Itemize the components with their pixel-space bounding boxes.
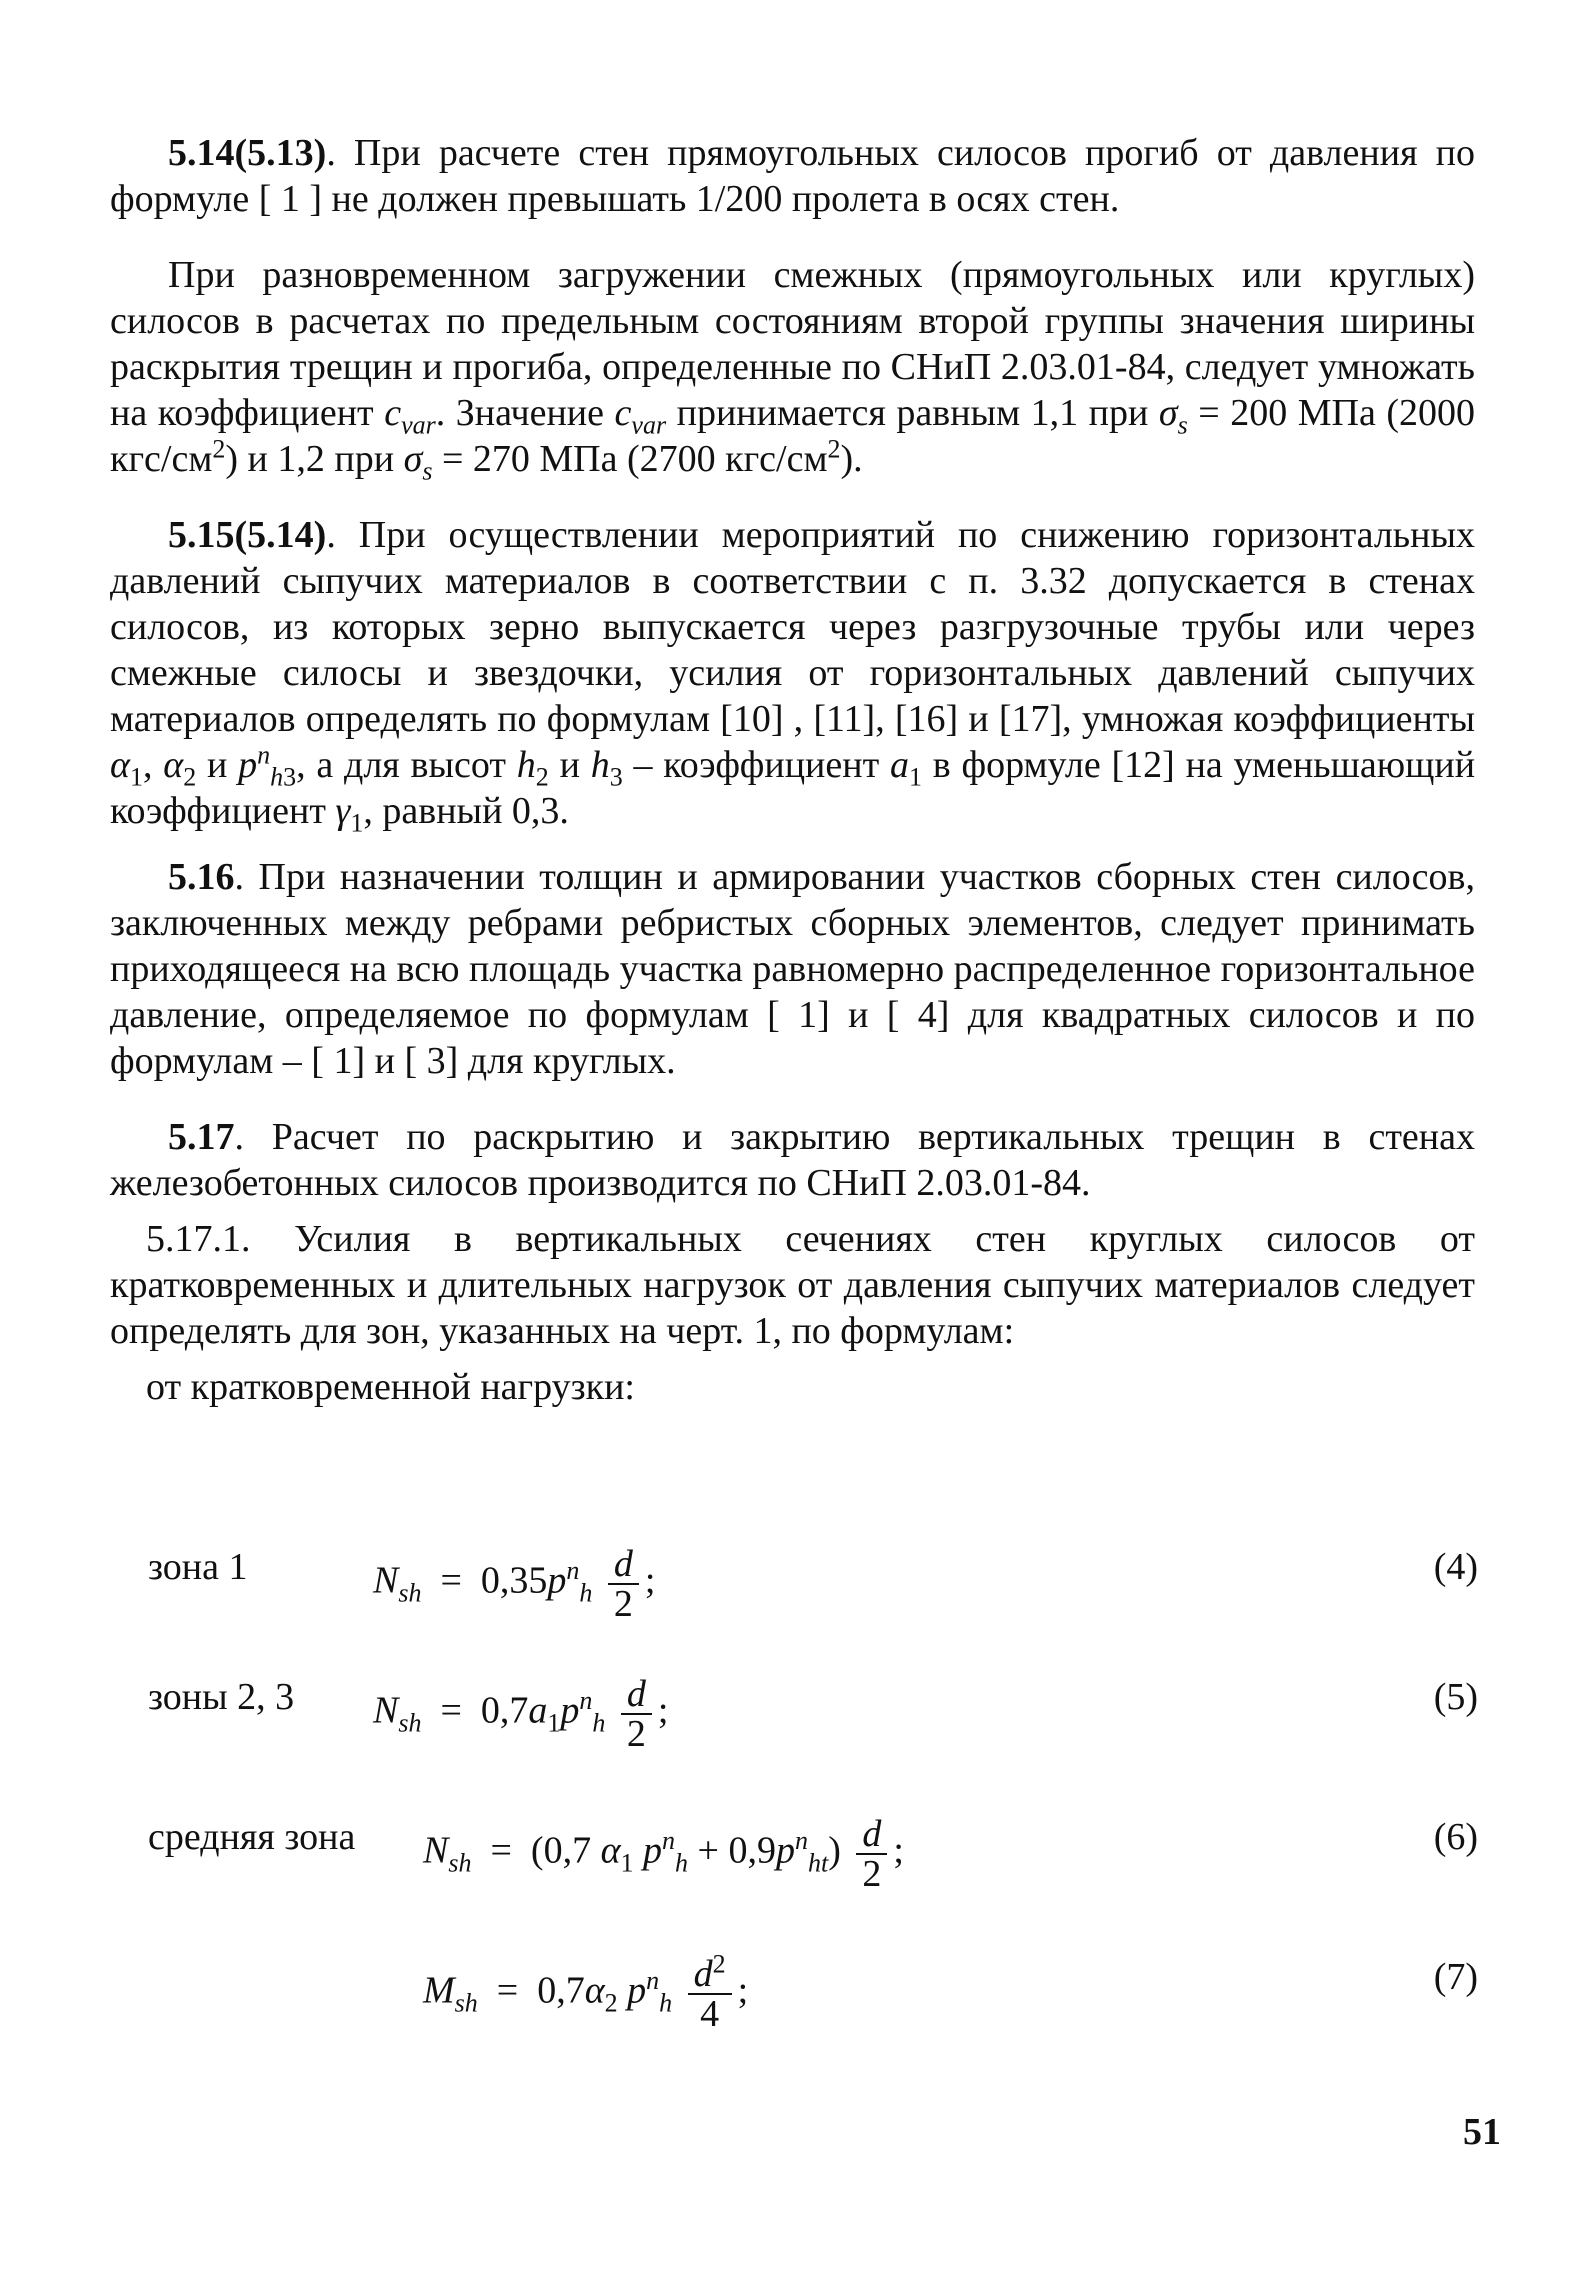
equation-5 — [148, 1665, 1478, 1755]
equation-label: средняя зона — [148, 1816, 356, 1858]
paragraph-5-14: 5.14(5.13). При расчете стен прямоугольных силосов прогиб от давления по формуле [ 1 ] не должен превышать 1/200 пролета в осях стен. — [110, 132, 1475, 220]
equation-label: зона 1 — [148, 1546, 248, 1588]
equation-number: (6) — [1433, 1816, 1478, 1858]
paragraph-5-17: 5.17. Расчет по раскрытию и закрытию вертикальных трещин в стенах железобетонных силосов производится по СНиП 2.03.01-84. — [110, 1116, 1475, 1204]
paragraph-5-16: 5.16. При назначении толщин и армировании участков сборных стен силосов, заключенных между ребрами ребристых сборных элементов, следует принимать приходящееся на всю площадь участка равномерно распределенное горизонтальное давление, определяемое по формулам [ 1] и [ 4] для квадратных силосов и по формулам – [ 1] и [ 3] для круглых. — [110, 856, 1475, 1082]
section-number: 5.16 — [168, 856, 235, 898]
formula: $N_{sh} = 0,35p^n_h$ $\frac{d}{2}$ ; — [373, 1543, 656, 1625]
document-body — [110, 130, 1475, 1410]
short-load-heading: от кратковременной нагрузки: — [146, 1366, 635, 1408]
equation-label: зоны 2, 3 — [148, 1676, 295, 1718]
equation-number: (5) — [1433, 1676, 1478, 1718]
paragraph-5-14-continued: При разновременном загружении смежных (прямоугольных или круглых) силосов в расчетах по предельным состояниям второй группы значения ширины раскрытия трещин и прогиба, определенные по СНиП 2.03.01-84, следует умножать на коэффициент $c_{var}$. Значение $c_{var}$ принимается равным 1,1 при $\sigma_s = 200$ МПа (2000 кгс/$см^2$) и 1,2 при $\sigma_s = 270$ МПа (2700 кгс/$см^2$). — [110, 254, 1476, 486]
paragraph-5-17-1: 5.17.1. Усилия в вертикальных сечениях стен круглых силосов от кратковременных и длительных нагрузок от давления сыпучих материалов следует определять для зон, указанных на черт. 1, по формулам: — [110, 1218, 1475, 1352]
formula: $N_{sh} = (0,7$ $\alpha_1$ $p^n_h + 0,9p^n_{ht}$) $\frac{d}{2}$ ; — [423, 1813, 904, 1895]
paragraph-5-15: 5.15(5.14). При осуществлении мероприятий по снижению горизонтальных давлений сыпучих материалов в соответствии с п. 3.32 допускается в стенах силосов, из которых зерно выпускается через разгрузочные трубы или через смежные силосы и звездочки, усилия от горизонтальных давлений сыпучих материалов определять по формулам [10] , [11], [16] и [17], умножая коэффициенты $\alpha_1$, $\alpha_2$ и $p^n_{h3}$, а для высот $h_2$ и $h_3$ – коэффициент $a_1$ в формуле [12] на уменьшающий коэффициент $\gamma_1$, равный 0,3. — [110, 514, 1476, 838]
formula: $N_{sh} = 0,7a_1p^n_h$ $\frac{d}{2}$ ; — [373, 1673, 669, 1755]
page-number: 51 — [1463, 2111, 1501, 2153]
equation-number: (7) — [1433, 1956, 1478, 1998]
equation-7 — [148, 1945, 1478, 2035]
section-number: 5.15(5.14) — [168, 514, 327, 556]
section-number: 5.14(5.13) — [168, 132, 327, 174]
section-number: 5.17 — [168, 1116, 235, 1158]
equation-number: (4) — [1433, 1546, 1478, 1588]
formula: $M_{sh} = 0,7\alpha_2$ $p^n_h$ $\frac{d^2}{4}$ ; — [423, 1949, 749, 2035]
equation-6 — [148, 1805, 1478, 1895]
equation-4 — [148, 1535, 1478, 1625]
